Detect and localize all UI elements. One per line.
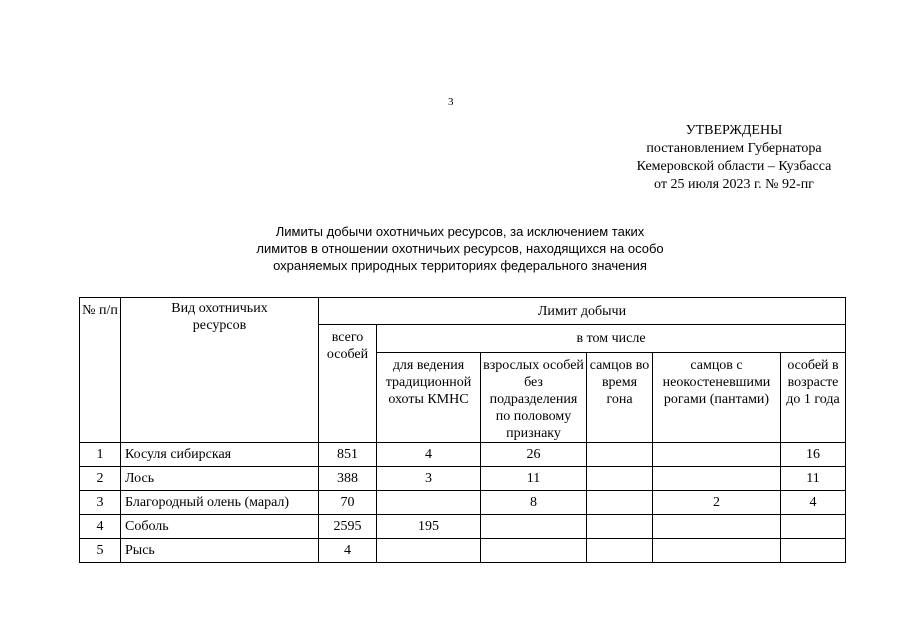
header-row-1 bbox=[80, 298, 846, 325]
row-males-antlers bbox=[653, 467, 781, 491]
row-adults bbox=[481, 515, 587, 539]
row-total: 70 bbox=[319, 491, 377, 515]
row-num: 2 bbox=[80, 467, 121, 491]
header-species bbox=[121, 298, 319, 443]
table-row bbox=[80, 515, 846, 539]
title-line-1: Лимиты добычи охотничьих ресурсов, за исключением таких bbox=[275, 224, 645, 239]
row-males-rut bbox=[587, 443, 653, 467]
row-kmns: 3 bbox=[377, 467, 481, 491]
row-under1: 16 bbox=[781, 443, 846, 467]
header-males-rut: самцов во время гона bbox=[587, 353, 653, 443]
row-kmns: 4 bbox=[377, 443, 481, 467]
header-adults: взрослых особей без подразделения по половому признаку bbox=[481, 353, 587, 443]
row-species: Соболь bbox=[121, 515, 319, 539]
row-species: Благородный олень (марал) bbox=[121, 491, 319, 515]
approval-line-4: от 25 июля 2023 г. № 92-пг bbox=[654, 177, 814, 192]
header-including: в том числе bbox=[377, 325, 846, 353]
row-kmns bbox=[377, 539, 481, 563]
table-row bbox=[80, 443, 846, 467]
header-under1: особей в возрасте до 1 года bbox=[781, 353, 846, 443]
header-num: № п/п bbox=[80, 298, 121, 443]
approval-line-1: УТВЕРЖДЕНЫ bbox=[685, 123, 783, 138]
row-kmns bbox=[377, 491, 481, 515]
approval-line-2: постановлением Губернатора bbox=[646, 141, 822, 156]
table-row bbox=[80, 467, 846, 491]
row-adults: 26 bbox=[481, 443, 587, 467]
limits-table bbox=[79, 297, 846, 563]
header-species-text: Вид охотничьих ресурсов bbox=[171, 301, 268, 333]
row-under1 bbox=[781, 539, 846, 563]
row-males-rut bbox=[587, 467, 653, 491]
document-title bbox=[160, 223, 760, 274]
header-kmns: для ведения традиционной охоты КМНС bbox=[377, 353, 481, 443]
row-num: 5 bbox=[80, 539, 121, 563]
row-males-rut bbox=[587, 491, 653, 515]
row-adults: 8 bbox=[481, 491, 587, 515]
header-males-antlers: самцов с неокостеневшими рогами (пантами) bbox=[653, 353, 781, 443]
approval-stamp bbox=[600, 122, 868, 194]
row-males-rut bbox=[587, 515, 653, 539]
row-kmns: 195 bbox=[377, 515, 481, 539]
row-males-antlers bbox=[653, 443, 781, 467]
row-total: 4 bbox=[319, 539, 377, 563]
row-males-rut bbox=[587, 539, 653, 563]
table-row bbox=[80, 539, 846, 563]
title-line-2: лимитов в отношении охотничьих ресурсов, находящихся на особо bbox=[256, 241, 664, 256]
row-num: 4 bbox=[80, 515, 121, 539]
row-species: Рысь bbox=[121, 539, 319, 563]
header-total: всего особей bbox=[319, 325, 377, 443]
row-under1: 4 bbox=[781, 491, 846, 515]
header-limit: Лимит добычи bbox=[319, 298, 846, 325]
row-males-antlers: 2 bbox=[653, 491, 781, 515]
row-under1: 11 bbox=[781, 467, 846, 491]
row-species: Косуля сибирская bbox=[121, 443, 319, 467]
row-num: 1 bbox=[80, 443, 121, 467]
row-species: Лось bbox=[121, 467, 319, 491]
row-total: 2595 bbox=[319, 515, 377, 539]
approval-line-3: Кемеровской области – Кузбасса bbox=[636, 159, 832, 174]
row-adults bbox=[481, 539, 587, 563]
title-line-3: охраняемых природных территориях федерального значения bbox=[273, 258, 647, 273]
row-adults: 11 bbox=[481, 467, 587, 491]
row-total: 851 bbox=[319, 443, 377, 467]
row-males-antlers bbox=[653, 539, 781, 563]
row-under1 bbox=[781, 515, 846, 539]
page-number: 3 bbox=[448, 96, 454, 108]
row-num: 3 bbox=[80, 491, 121, 515]
table-row bbox=[80, 491, 846, 515]
row-total: 388 bbox=[319, 467, 377, 491]
row-males-antlers bbox=[653, 515, 781, 539]
